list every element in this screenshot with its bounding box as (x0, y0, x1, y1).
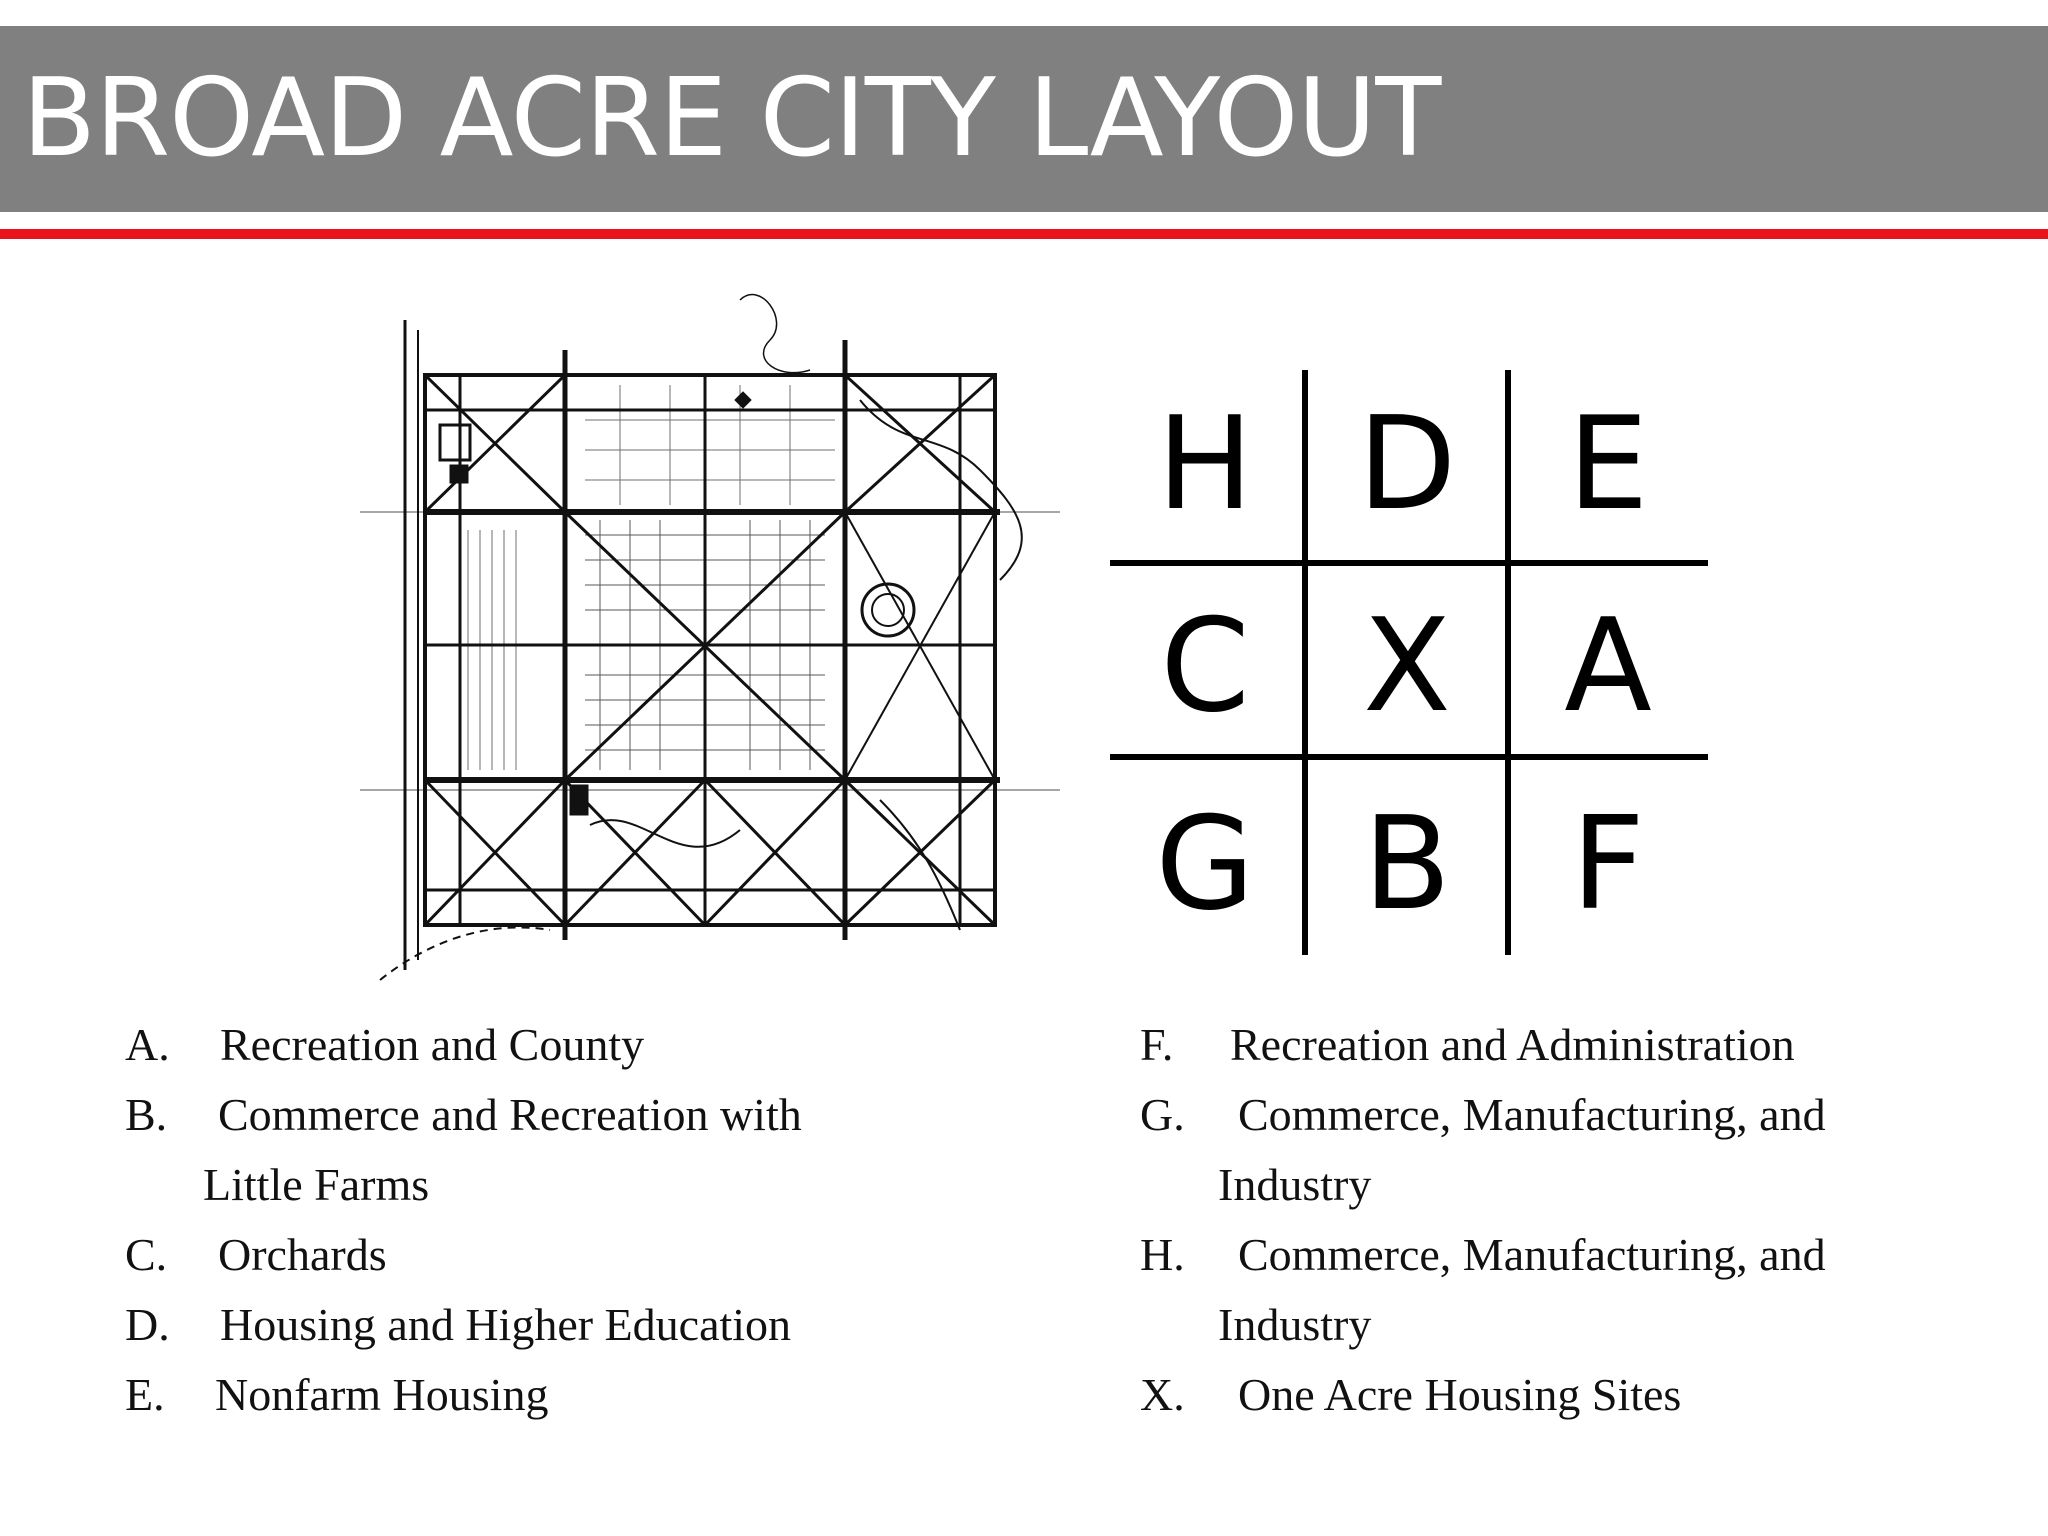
legend-text: Recreation and County (220, 1019, 645, 1070)
legend-text: Recreation and Administration (1230, 1019, 1795, 1070)
legend-item-e (125, 1360, 1025, 1430)
legend-item-g (1140, 1080, 2020, 1150)
title-bar (0, 26, 2048, 212)
zone-label-e: E (1567, 390, 1649, 539)
legend-item-a (125, 1010, 1025, 1080)
legend-item-h-cont (1140, 1290, 2020, 1360)
city-plan-drawing (340, 280, 1060, 1000)
zone-label-h: H (1156, 390, 1254, 539)
zone-label-x: X (1363, 592, 1451, 741)
legend-text: Nonfarm Housing (215, 1369, 549, 1420)
legend-item-g-cont (1140, 1150, 2020, 1220)
legend-letter: F. (1140, 1019, 1174, 1070)
legend-text: Commerce, Manufacturing, and (1238, 1229, 1826, 1280)
zone-label-c: C (1160, 592, 1250, 741)
legend-letter: E. (125, 1369, 165, 1420)
legend-letter: X. (1140, 1369, 1185, 1420)
slide-title: BROAD ACRE CITY LAYOUT (22, 56, 1441, 181)
legend-item-x (1140, 1360, 2020, 1430)
accent-line (0, 229, 2048, 239)
legend-text: One Acre Housing Sites (1238, 1369, 1682, 1420)
legend-text: Orchards (218, 1229, 387, 1280)
legend-letter: A. (125, 1019, 170, 1070)
legend-text: Commerce, Manufacturing, and (1238, 1089, 1826, 1140)
legend-item-h (1140, 1220, 2020, 1290)
zone-label-d: D (1357, 390, 1457, 539)
legend-text: Commerce and Recreation with (218, 1089, 802, 1140)
legend-text-continued: Little Farms (203, 1159, 430, 1210)
zone-label-f: F (1571, 790, 1645, 939)
legend-item-d (125, 1290, 1025, 1360)
legend-item-f (1140, 1010, 2020, 1080)
legend-left (125, 1010, 1025, 1450)
legend-item-c (125, 1220, 1025, 1290)
legend-item-b-cont (125, 1150, 1025, 1220)
legend-text: Housing and Higher Education (220, 1299, 792, 1350)
legend-text-continued: Industry (1218, 1159, 1372, 1210)
zone-label-b: B (1363, 790, 1451, 939)
legend-letter: G. (1140, 1089, 1185, 1140)
legend-letter: C. (125, 1229, 168, 1280)
legend-letter: D. (125, 1299, 170, 1350)
legend-text-continued: Industry (1218, 1299, 1372, 1350)
zone-label-g: G (1155, 790, 1255, 939)
legend-letter: H. (1140, 1229, 1185, 1280)
zone-grid (1105, 360, 1725, 960)
zone-label-a: A (1564, 592, 1652, 741)
legend-letter: B. (125, 1089, 168, 1140)
legend-right (1140, 1010, 2020, 1450)
legend-item-b (125, 1080, 1025, 1150)
